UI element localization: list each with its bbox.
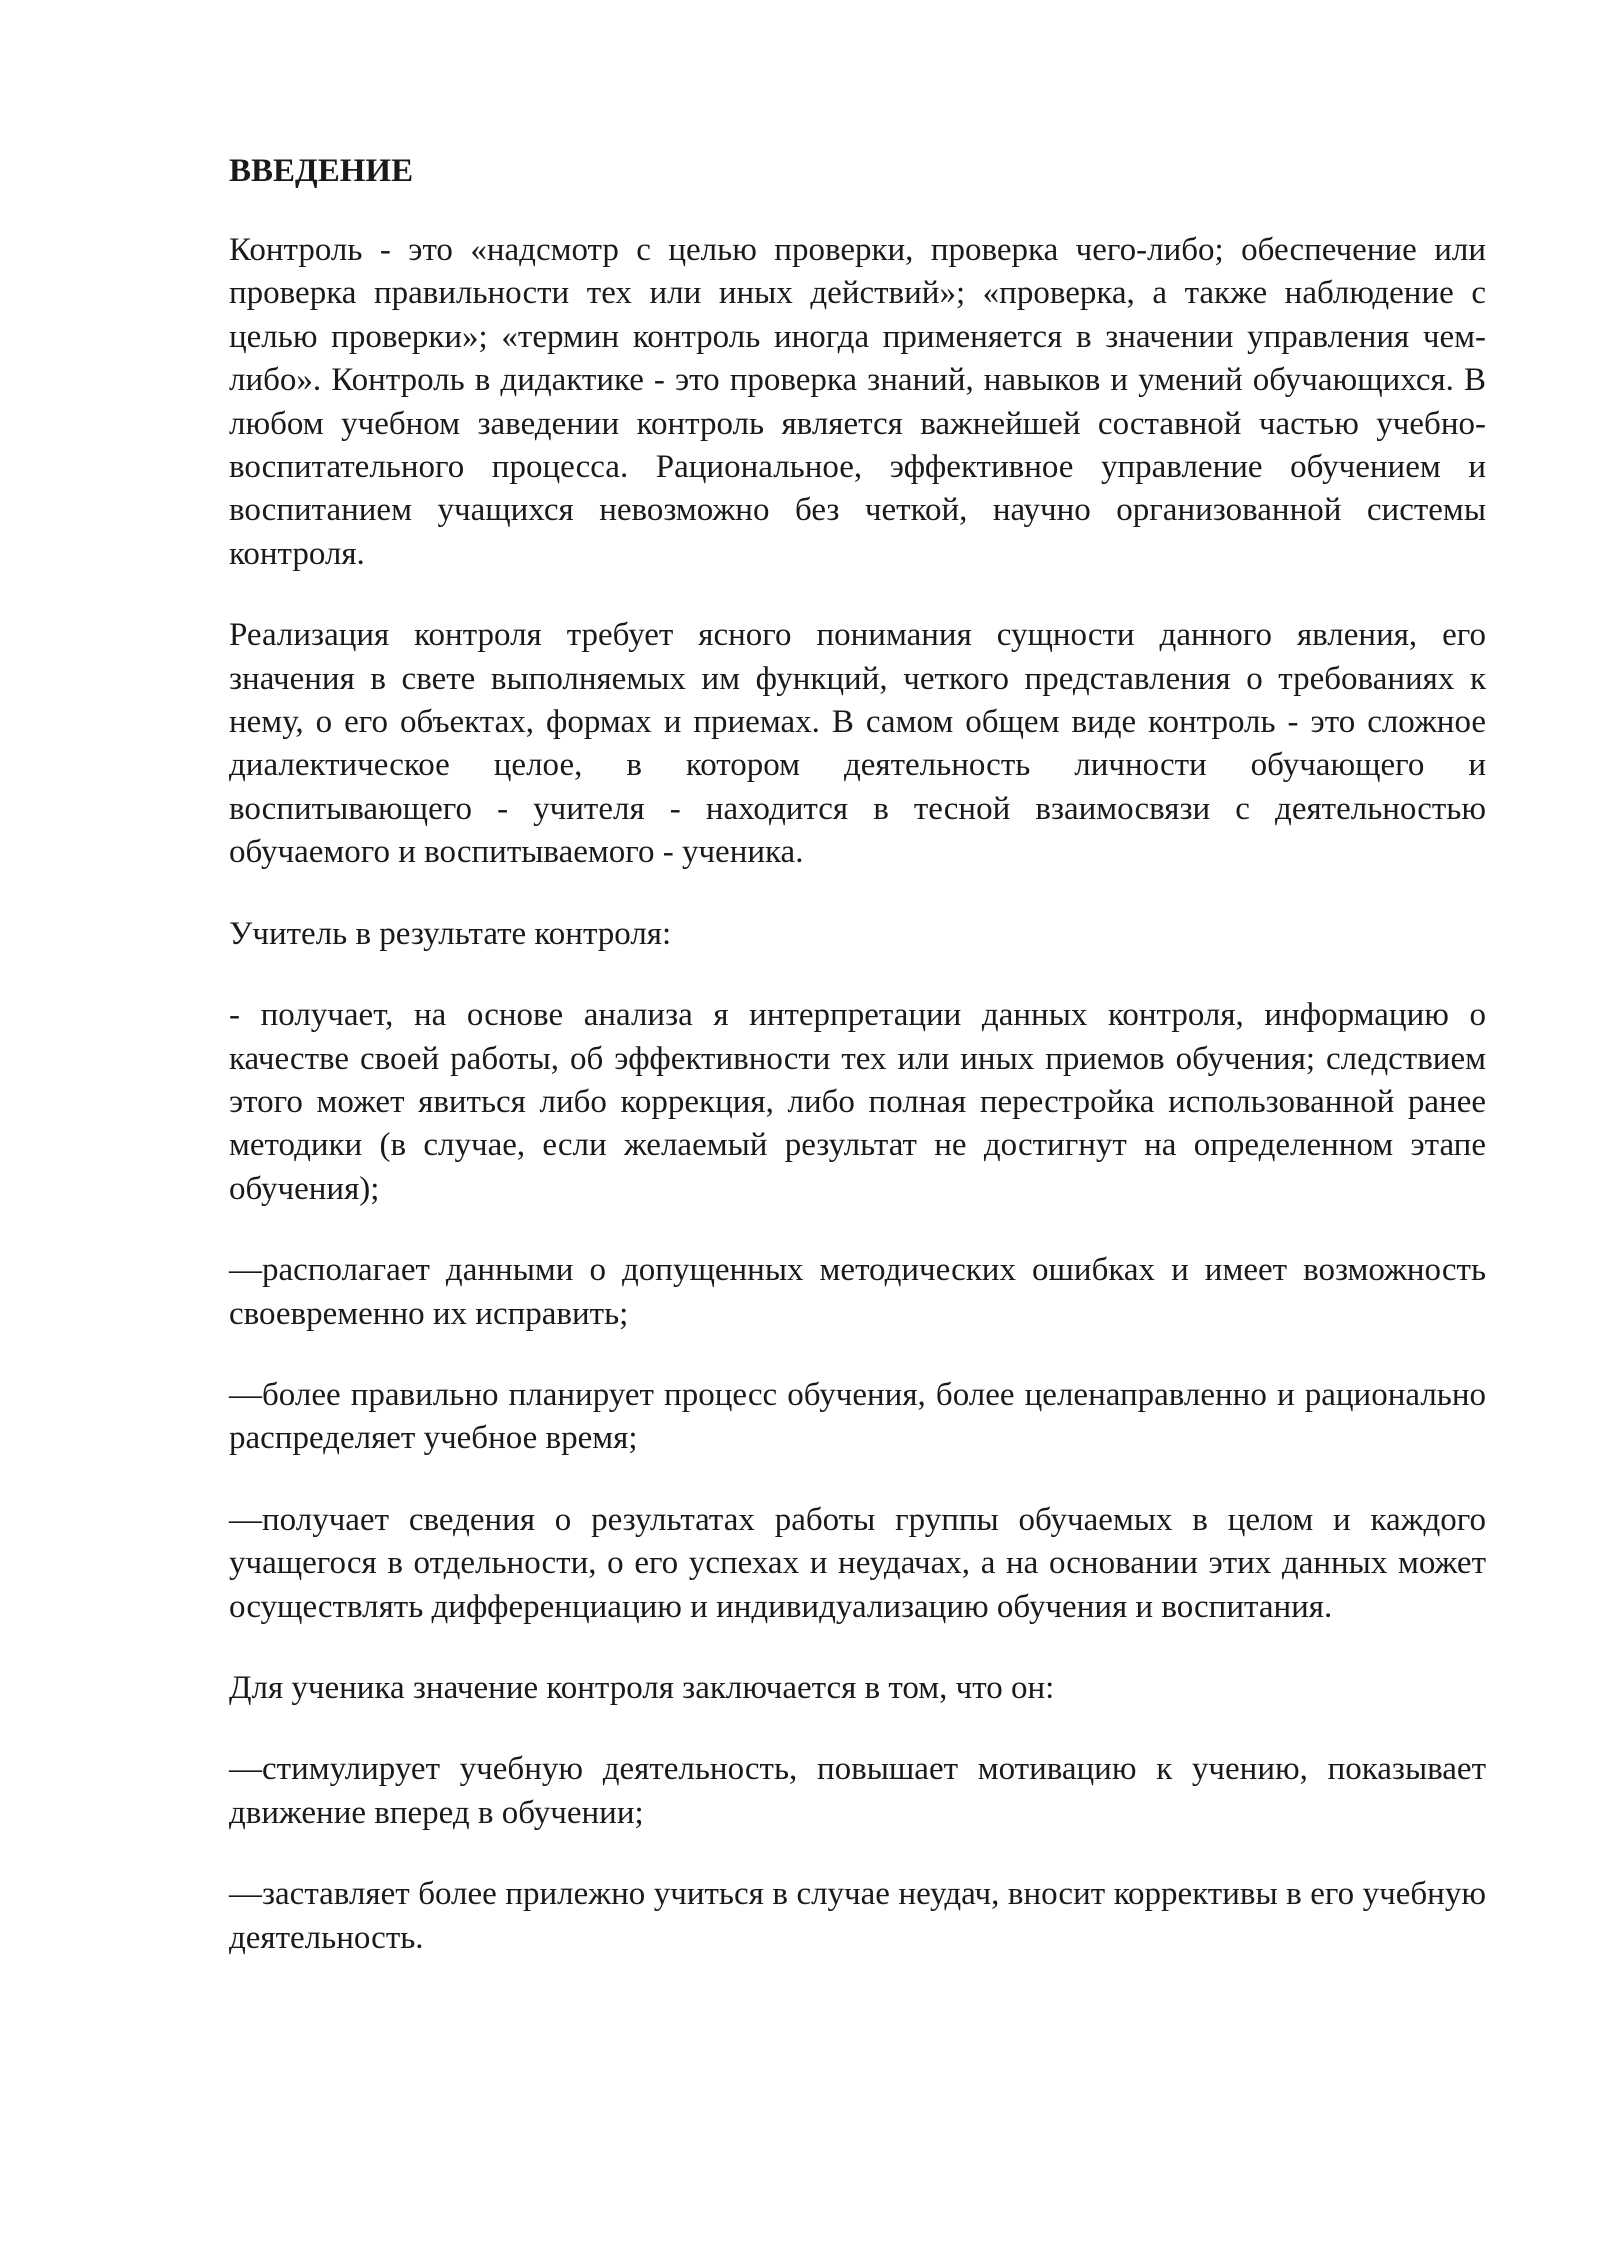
list-item-student-2: —заставляет более прилежно учиться в случае неудач, вносит коррективы в его учебную деятельность. — [229, 1876, 1486, 1956]
list-item-teacher-1: - получает, на основе анализа я интерпретации данных контроля, информацию о качестве своей работы, об эффективности тех или иных приемов обучения; следствием этого может явиться либо коррекция, либо полная перестройка использованной ранее методики (в случае, если желаемый результат не достигнут на определенном этапе обучения); — [229, 997, 1486, 1207]
paragraph-control-definition: Контроль - это «надсмотр с целью проверки, проверка чего-либо; обеспечение или проверка правильности тех или иных действий»; «проверка, а также наблюдение с целью проверки»; «термин контроль иногда применяется в значении управления чем-либо». Контроль в дидактике - это проверка знаний, навыков и умений обучающихся. В любом учебном заведении контроль является важнейшей составной частью учебно-воспитательного процесса. Рациональное, эффективное управление обучением и воспитанием учащихся невозможно без четкой, научно организованной системы контроля. — [229, 232, 1486, 572]
paragraph-teacher-intro: Учитель в результате контроля: — [229, 915, 672, 952]
list-item-student-1: —стимулирует учебную деятельность, повышает мотивацию к учению, показывает движение вперед в обучении; — [229, 1751, 1486, 1831]
list-item-teacher-2: —располагает данными о допущенных методических ошибках и имеет возможность своевременно их исправить; — [229, 1252, 1486, 1332]
paragraph-student-intro: Для ученика значение контроля заключается в том, что он: — [229, 1669, 1055, 1706]
list-item-teacher-4: —получает сведения о результатах работы группы обучаемых в целом и каждого учащегося в отдельности, о его успехах и неудачах, а на основании этих данных может осуществлять дифференциацию и индивидуализацию обучения и воспитания. — [229, 1501, 1486, 1625]
section-heading: ВВЕДЕНИЕ — [229, 153, 414, 189]
list-item-teacher-3: —более правильно планирует процесс обучения, более целенаправленно и рационально распределяет учебное время; — [229, 1376, 1486, 1457]
document-page — [229, 150, 1486, 1998]
paragraph-control-implementation: Реализация контроля требует ясного понимания сущности данного явления, его значения в свете выполняемых им функций, четкого представления о требованиях к нему, о его объектах, формах и приемах. В самом общем виде контроль - это сложное диалектическое целое, в котором деятельность личности обучающего и воспитывающего - учителя - находится в тесной взаимосвязи с деятельностью обучаемого и воспитываемого - ученика. — [229, 617, 1486, 871]
